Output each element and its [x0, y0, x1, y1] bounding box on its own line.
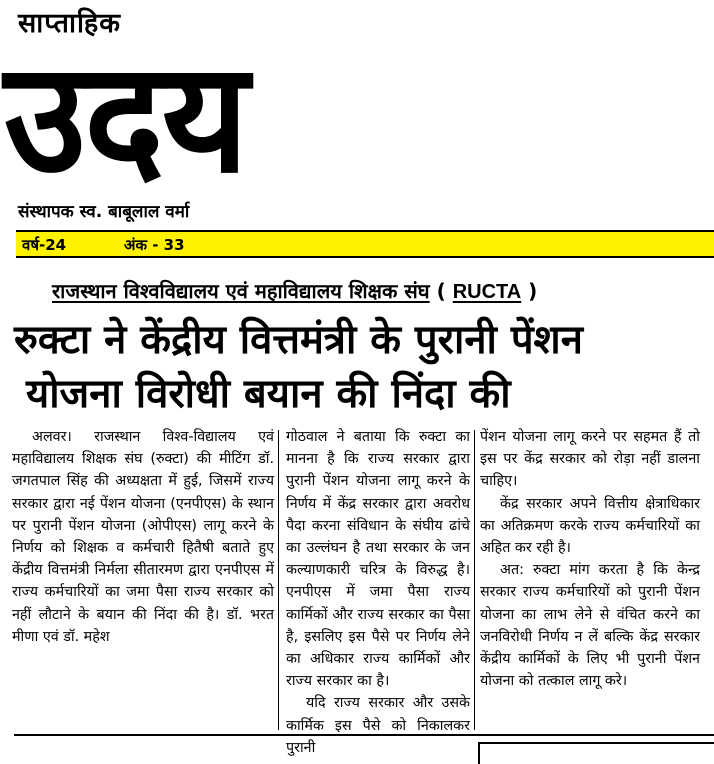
column-divider — [278, 430, 279, 730]
weekly-label: साप्ताहिक — [18, 8, 122, 39]
article-paragraph: अलवर। राजस्थान विश्व-विद्यालय एवं महाविद्यालय शिक्षक संघ (रुक्टा) की मीटिंग डॉ. जगतपाल सिंह की अध्यक्षता में हुई, जिसमें राज्य सरकार द्वारा नई पेंशन योजना (एनपीएस) के स्थान पर पुरानी पेंशन योजना (ओपीएस) लागू करने के निर्णय को शिक्षक व कर्मचारी हितैषी बताते हुए केंद्रीय वित्तमंत्री निर्मला सीतारमण द्वारा एनपीएस में राज्य कर्मचारियों का जमा पैसा राज्य सरकार को नहीं लौटाने के बयान की निंदा की है। डॉ. भरत मीणा एवं डॉ. महेश — [12, 429, 274, 645]
article-paragraph: केंद्र सरकार अपने वित्तीय क्षेत्राधिकार का अतिक्रमण करके राज्य कर्मचारियों का अहित कर रही है। — [480, 495, 700, 557]
organization-abbr: RUCTA — [452, 281, 522, 303]
article-column-3 — [480, 426, 700, 692]
next-article-box — [478, 742, 714, 764]
article-paragraph: पेंशन योजना लागू करने पर सहमत हैं तो इस पर केंद्र सरकार को रोड़ा नहीं डालना चाहिए। — [480, 429, 700, 490]
section-divider — [14, 734, 714, 736]
column-divider — [474, 430, 475, 730]
issue-bar — [16, 230, 714, 258]
article-paragraph: गोठवाल ने बताया कि रुक्टा का मानना है कि राज्य सरकार द्वारा पुरानी पेंशन योजना लागू करने के निर्णय में केंद्र सरकार द्वारा अवरोध पैदा करना संविधान के संघीय ढांचे का उल्लंघन है तथा सरकार के जन कल्याणकारी चरित्र के विरुद्ध है। एनपीएस में जमा पैसा राज्य कार्मिकों और राज्य सरकार का पैसा है, इसलिए इस पैसे पर निर्णय लेने का अधिकार राज्य कार्मिकों और राज्य सरकार का है। — [286, 429, 470, 690]
article-column-1 — [12, 426, 274, 648]
organization-name: राजस्थान विश्वविद्यालय एवं महाविद्यालय शिक्षक संघ — [52, 279, 430, 303]
article-paragraph: अत: रुक्टा मांग करता है कि केन्द्र सरकार राज्य कर्मचारियों को पुरानी पेंशन योजना का लाभ लेने से वंचित करने का जनविरोधी निर्णय न लें बल्कि केंद्र सरकार केंद्रीय कार्मिकों के लिए भी पुरानी पेंशन योजना को तत्काल लागू करे। — [480, 562, 700, 690]
issue-number: अंक - 33 — [124, 236, 185, 254]
article-column-2 — [286, 426, 470, 759]
volume-number: वर्ष-24 — [22, 236, 67, 254]
headline-line-2: योजना विरोधी बयान की निंदा की — [26, 371, 511, 417]
newspaper-masthead: उदय — [4, 29, 247, 208]
article-paragraph: यदि राज्य सरकार और उसके कार्मिक इस पैसे को निकालकर पुरानी — [286, 695, 470, 756]
headline-line-1: रुक्टा ने केंद्रीय वित्तमंत्री के पुरानी पेंशन — [14, 317, 583, 363]
founder-line: संस्थापक स्व. बाबूलाल वर्मा — [18, 202, 190, 222]
article-kicker: राजस्थान विश्वविद्यालय एवं महाविद्यालय शिक्षक संघ ( RUCTA ) — [52, 279, 538, 303]
